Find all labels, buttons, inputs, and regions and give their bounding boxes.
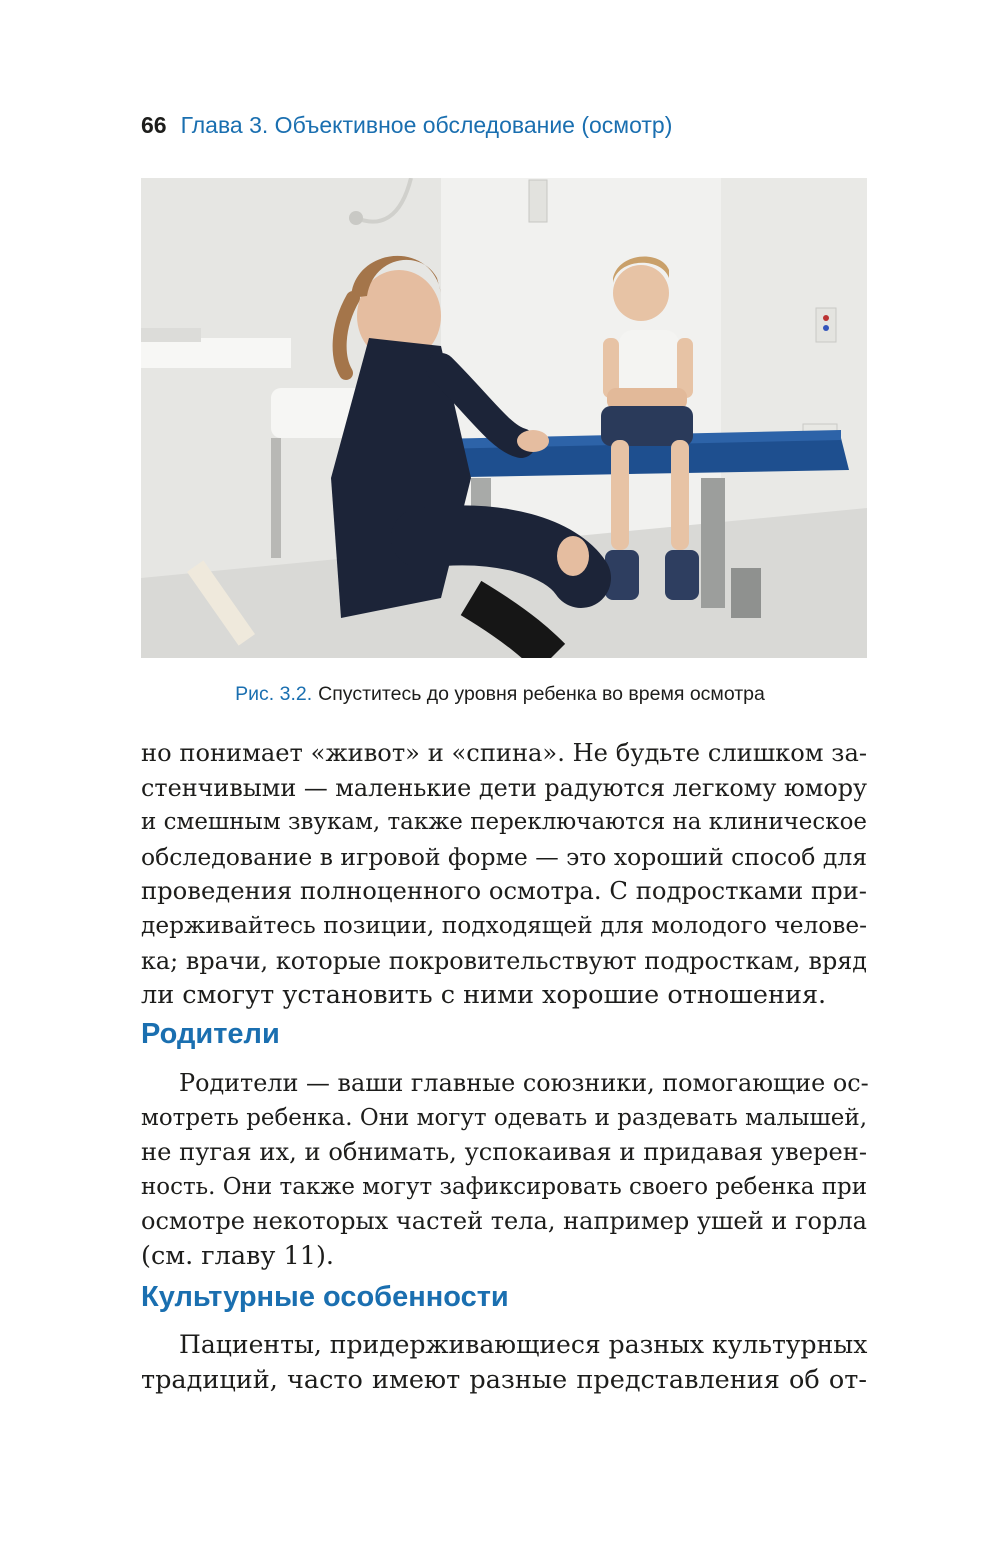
text-line: Пациенты, придерживающиеся разных культурных — [179, 1330, 868, 1359]
chapter-title: Глава 3. Объективное обследование (осмотр) — [180, 112, 673, 138]
text-line: и смешным звукам, также переключаются на клиническое — [141, 809, 867, 836]
text-line: но понимает «живот» и «спина». Не будьте слишком за- — [141, 739, 867, 767]
text-line: проведения полноценного осмотра. С подростками при- — [141, 876, 867, 906]
running-head — [141, 112, 672, 139]
paragraph-1 — [141, 736, 867, 1013]
figure-photo — [141, 178, 867, 658]
text-line: ность. Они также могут зафиксировать своего ребенка при — [141, 1173, 867, 1200]
page-number: 66 — [141, 112, 167, 138]
paragraph-culture — [141, 1328, 867, 1397]
text-line: стенчивыми — маленькие дети радуются легкому юмору — [141, 773, 868, 802]
text-line: ка; врачи, которые покровительствуют подросткам, вряд — [141, 946, 867, 975]
text-line: традиций, часто имеют разные представления об от- — [141, 1364, 867, 1395]
section-heading-culture: Культурные особенности — [141, 1281, 509, 1313]
text-line: ли смогут установить с ними хорошие отношения. — [141, 980, 827, 1011]
text-line: (см. главу 11). — [141, 1240, 335, 1271]
section-heading-parents: Родители — [141, 1018, 280, 1050]
figure-label: Рис. 3.2. — [235, 683, 313, 705]
paragraph-parents — [141, 1066, 867, 1274]
figure-caption-text: Спуститесь до уровня ребенка во время осмотра — [318, 683, 765, 705]
text-line: Родители — ваши главные союзники, помогающие ос- — [179, 1069, 869, 1097]
text-line: осмотре некоторых частей тела, например ушей и горла — [141, 1207, 867, 1236]
text-line: мотреть ребенка. Они могут одевать и раздевать малышей, — [141, 1104, 867, 1131]
text-line: держивайтесь позиции, подходящей для молодого челове- — [141, 911, 867, 939]
figure-caption — [0, 683, 1000, 706]
text-line: обследование в игровой форме — это хороший способ для — [141, 842, 868, 871]
text-line: не пугая их, и обнимать, успокаивая и придавая уверен- — [141, 1138, 867, 1167]
